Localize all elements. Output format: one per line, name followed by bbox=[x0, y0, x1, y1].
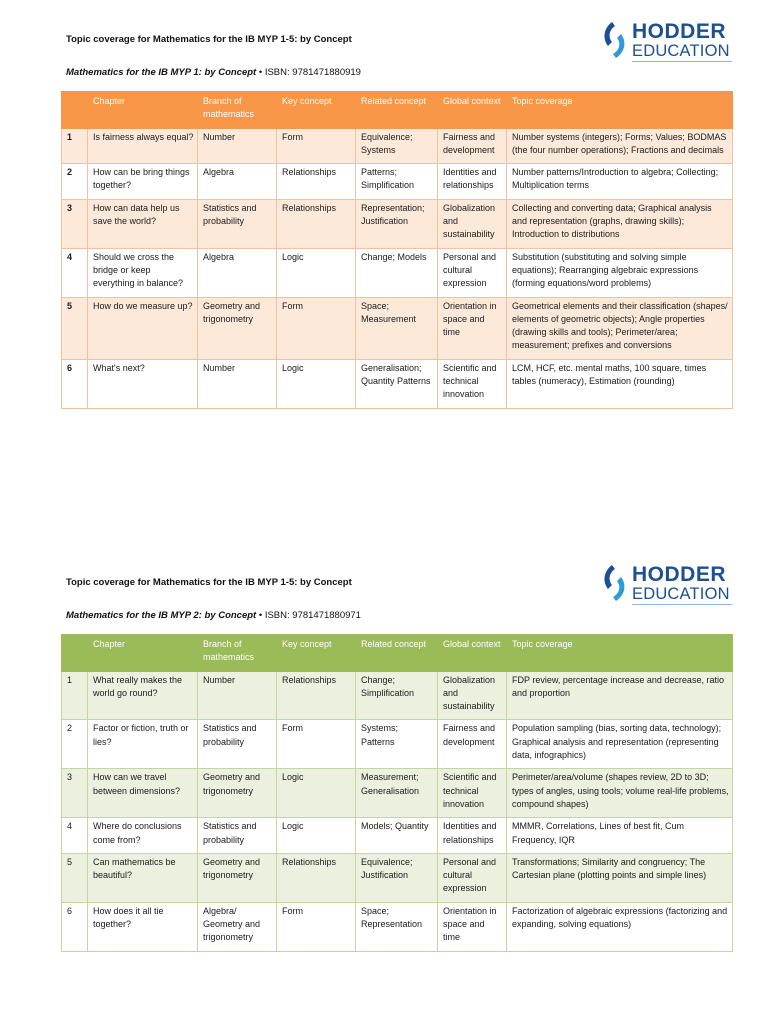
logo-word-hodder: HODDER bbox=[632, 20, 727, 43]
bullet: • bbox=[258, 610, 263, 621]
topic-coverage: LCM, HCF, etc. mental maths, 100 square, times tables (numeracy), Estimation (rounding) bbox=[507, 359, 733, 408]
header-key-concept: Key concept bbox=[277, 92, 356, 129]
hodder-education-logo bbox=[600, 20, 734, 64]
global-context: Scientific and technical innovation bbox=[438, 769, 507, 818]
chapter-number: 3 bbox=[62, 769, 88, 818]
table-header-row bbox=[62, 635, 733, 672]
topic-coverage-table bbox=[61, 634, 733, 952]
related-concept: Space; Representation bbox=[356, 902, 438, 951]
key-concept: Form bbox=[277, 128, 356, 164]
header-number bbox=[62, 635, 88, 672]
topic-coverage: FDP review, percentage increase and decrease, ratio and proportion bbox=[507, 671, 733, 720]
key-concept: Form bbox=[277, 297, 356, 359]
chapter-title: How do we measure up? bbox=[88, 297, 198, 359]
global-context: Personal and cultural expression bbox=[438, 248, 507, 297]
table-row bbox=[62, 297, 733, 359]
global-context: Personal and cultural expression bbox=[438, 853, 507, 902]
chapter-title: Where do conclusions come from? bbox=[88, 818, 198, 854]
branch-of-mathematics: Statistics and probability bbox=[198, 818, 277, 854]
document-title: Topic coverage for Mathematics for the IB MYP 1-5: by Concept bbox=[66, 34, 352, 45]
book-title: Mathematics for the IB MYP 1: by Concept bbox=[66, 67, 257, 78]
chapter-title: Factor or fiction, truth or lies? bbox=[88, 720, 198, 769]
global-context: Fairness and development bbox=[438, 720, 507, 769]
topic-coverage: Collecting and converting data; Graphical analysis and representation (graphs, drawing skills); Introduction to distributions bbox=[507, 199, 733, 248]
related-concept: Patterns; Simplification bbox=[356, 164, 438, 200]
book-title: Mathematics for the IB MYP 2: by Concept bbox=[66, 610, 257, 621]
chapter-number: 1 bbox=[62, 671, 88, 720]
related-concept: Systems; Patterns bbox=[356, 720, 438, 769]
logo-rule bbox=[632, 61, 732, 62]
related-concept: Measurement; Generalisation bbox=[356, 769, 438, 818]
chapter-number: 5 bbox=[62, 297, 88, 359]
table-row bbox=[62, 902, 733, 951]
table-row bbox=[62, 818, 733, 854]
key-concept: Relationships bbox=[277, 853, 356, 902]
chapter-title: What's next? bbox=[88, 359, 198, 408]
chapter-title: Should we cross the bridge or keep everything in balance? bbox=[88, 248, 198, 297]
isbn: ISBN: 9781471880971 bbox=[264, 610, 361, 621]
hodder-education-logo bbox=[600, 563, 734, 607]
related-concept: Space; Measurement bbox=[356, 297, 438, 359]
table-body bbox=[62, 671, 733, 951]
topic-coverage: Number systems (integers); Forms; Values; BODMAS (the four number operations); Fractions and decimals bbox=[507, 128, 733, 164]
header-chapter: Chapter bbox=[88, 635, 198, 672]
chapter-number: 3 bbox=[62, 199, 88, 248]
related-concept: Generalisation; Quantity Patterns bbox=[356, 359, 438, 408]
chapter-title: Is fairness always equal? bbox=[88, 128, 198, 164]
chapter-number: 4 bbox=[62, 818, 88, 854]
related-concept: Change; Models bbox=[356, 248, 438, 297]
table-row bbox=[62, 853, 733, 902]
topic-coverage: Number patterns/Introduction to algebra; Collecting; Multiplication terms bbox=[507, 164, 733, 200]
related-concept: Equivalence; Justification bbox=[356, 853, 438, 902]
chapter-number: 2 bbox=[62, 164, 88, 200]
branch-of-mathematics: Geometry and trigonometry bbox=[198, 769, 277, 818]
chapter-title: How can be bring things together? bbox=[88, 164, 198, 200]
header-topic-coverage: Topic coverage bbox=[507, 92, 733, 129]
related-concept: Change; Simplification bbox=[356, 671, 438, 720]
topic-coverage: Substitution (substituting and solving simple equations); Rearranging algebraic expressions (forming equations/word problems) bbox=[507, 248, 733, 297]
chapter-number: 6 bbox=[62, 902, 88, 951]
key-concept: Relationships bbox=[277, 164, 356, 200]
logo-mark-icon bbox=[600, 563, 630, 603]
branch-of-mathematics: Number bbox=[198, 671, 277, 720]
table-row bbox=[62, 769, 733, 818]
global-context: Identities and relationships bbox=[438, 818, 507, 854]
chapter-number: 1 bbox=[62, 128, 88, 164]
header-branch: Branch of mathematics bbox=[198, 92, 277, 129]
header-topic-coverage: Topic coverage bbox=[507, 635, 733, 672]
topic-coverage: MMMR, Correlations, Lines of best fit, Cum Frequency, IQR bbox=[507, 818, 733, 854]
table-body bbox=[62, 128, 733, 408]
related-concept: Representation; Justification bbox=[356, 199, 438, 248]
book-line bbox=[66, 67, 361, 78]
key-concept: Relationships bbox=[277, 671, 356, 720]
branch-of-mathematics: Geometry and trigonometry bbox=[198, 297, 277, 359]
topic-coverage: Perimeter/area/volume (shapes review, 2D to 3D; types of angles, using tools; volume real-life problems, compound shapes) bbox=[507, 769, 733, 818]
global-context: Globalization and sustainability bbox=[438, 671, 507, 720]
table-row bbox=[62, 199, 733, 248]
branch-of-mathematics: Statistics and probability bbox=[198, 720, 277, 769]
global-context: Orientation in space and time bbox=[438, 297, 507, 359]
chapter-number: 4 bbox=[62, 248, 88, 297]
chapter-title: Can mathematics be beautiful? bbox=[88, 853, 198, 902]
topic-coverage: Transformations; Similarity and congruency; The Cartesian plane (plotting points and simple lines) bbox=[507, 853, 733, 902]
chapter-number: 2 bbox=[62, 720, 88, 769]
logo-word-hodder: HODDER bbox=[632, 563, 727, 586]
key-concept: Logic bbox=[277, 769, 356, 818]
header-branch: Branch of mathematics bbox=[198, 635, 277, 672]
book-line bbox=[66, 610, 361, 621]
key-concept: Logic bbox=[277, 359, 356, 408]
branch-of-mathematics: Algebra bbox=[198, 164, 277, 200]
branch-of-mathematics: Algebra/ Geometry and trigonometry bbox=[198, 902, 277, 951]
chapter-number: 6 bbox=[62, 359, 88, 408]
chapter-title: What really makes the world go round? bbox=[88, 671, 198, 720]
header-related-concept: Related concept bbox=[356, 635, 438, 672]
logo-word-education: EDUCATION bbox=[632, 42, 730, 60]
logo-word-education: EDUCATION bbox=[632, 585, 730, 603]
global-context: Scientific and technical innovation bbox=[438, 359, 507, 408]
global-context: Globalization and sustainability bbox=[438, 199, 507, 248]
table-row bbox=[62, 128, 733, 164]
table-header-row bbox=[62, 92, 733, 129]
document-title: Topic coverage for Mathematics for the IB MYP 1-5: by Concept bbox=[66, 577, 352, 588]
header-number bbox=[62, 92, 88, 129]
header-chapter: Chapter bbox=[88, 92, 198, 129]
header-key-concept: Key concept bbox=[277, 635, 356, 672]
branch-of-mathematics: Geometry and trigonometry bbox=[198, 853, 277, 902]
branch-of-mathematics: Algebra bbox=[198, 248, 277, 297]
logo-rule bbox=[632, 604, 732, 605]
isbn: ISBN: 9781471880919 bbox=[264, 67, 361, 78]
table-row bbox=[62, 359, 733, 408]
chapter-number: 5 bbox=[62, 853, 88, 902]
table-row bbox=[62, 248, 733, 297]
key-concept: Form bbox=[277, 902, 356, 951]
chapter-title: How does it all tie together? bbox=[88, 902, 198, 951]
key-concept: Logic bbox=[277, 248, 356, 297]
branch-of-mathematics: Number bbox=[198, 359, 277, 408]
table-row bbox=[62, 720, 733, 769]
bullet: • bbox=[258, 67, 263, 78]
branch-of-mathematics: Statistics and probability bbox=[198, 199, 277, 248]
global-context: Identities and relationships bbox=[438, 164, 507, 200]
topic-coverage: Geometrical elements and their classification (shapes/ elements of geometric objects); Angle properties (drawing skills and tools); Perimeter/area; measurement; prefixes and conversions bbox=[507, 297, 733, 359]
header-global-context: Global context bbox=[438, 92, 507, 129]
topic-coverage: Population sampling (bias, sorting data, technology); Graphical analysis and representation (representing data, infographics) bbox=[507, 720, 733, 769]
key-concept: Relationships bbox=[277, 199, 356, 248]
header-related-concept: Related concept bbox=[356, 92, 438, 129]
global-context: Fairness and development bbox=[438, 128, 507, 164]
chapter-title: How can data help us save the world? bbox=[88, 199, 198, 248]
topic-coverage-table bbox=[61, 91, 733, 409]
key-concept: Form bbox=[277, 720, 356, 769]
related-concept: Models; Quantity bbox=[356, 818, 438, 854]
logo-mark-icon bbox=[600, 20, 630, 60]
table-row bbox=[62, 164, 733, 200]
branch-of-mathematics: Number bbox=[198, 128, 277, 164]
chapter-title: How can we travel between dimensions? bbox=[88, 769, 198, 818]
global-context: Orientation in space and time bbox=[438, 902, 507, 951]
header-global-context: Global context bbox=[438, 635, 507, 672]
table-row bbox=[62, 671, 733, 720]
related-concept: Equivalence; Systems bbox=[356, 128, 438, 164]
key-concept: Logic bbox=[277, 818, 356, 854]
topic-coverage: Factorization of algebraic expressions (factorizing and expanding, solving equations) bbox=[507, 902, 733, 951]
